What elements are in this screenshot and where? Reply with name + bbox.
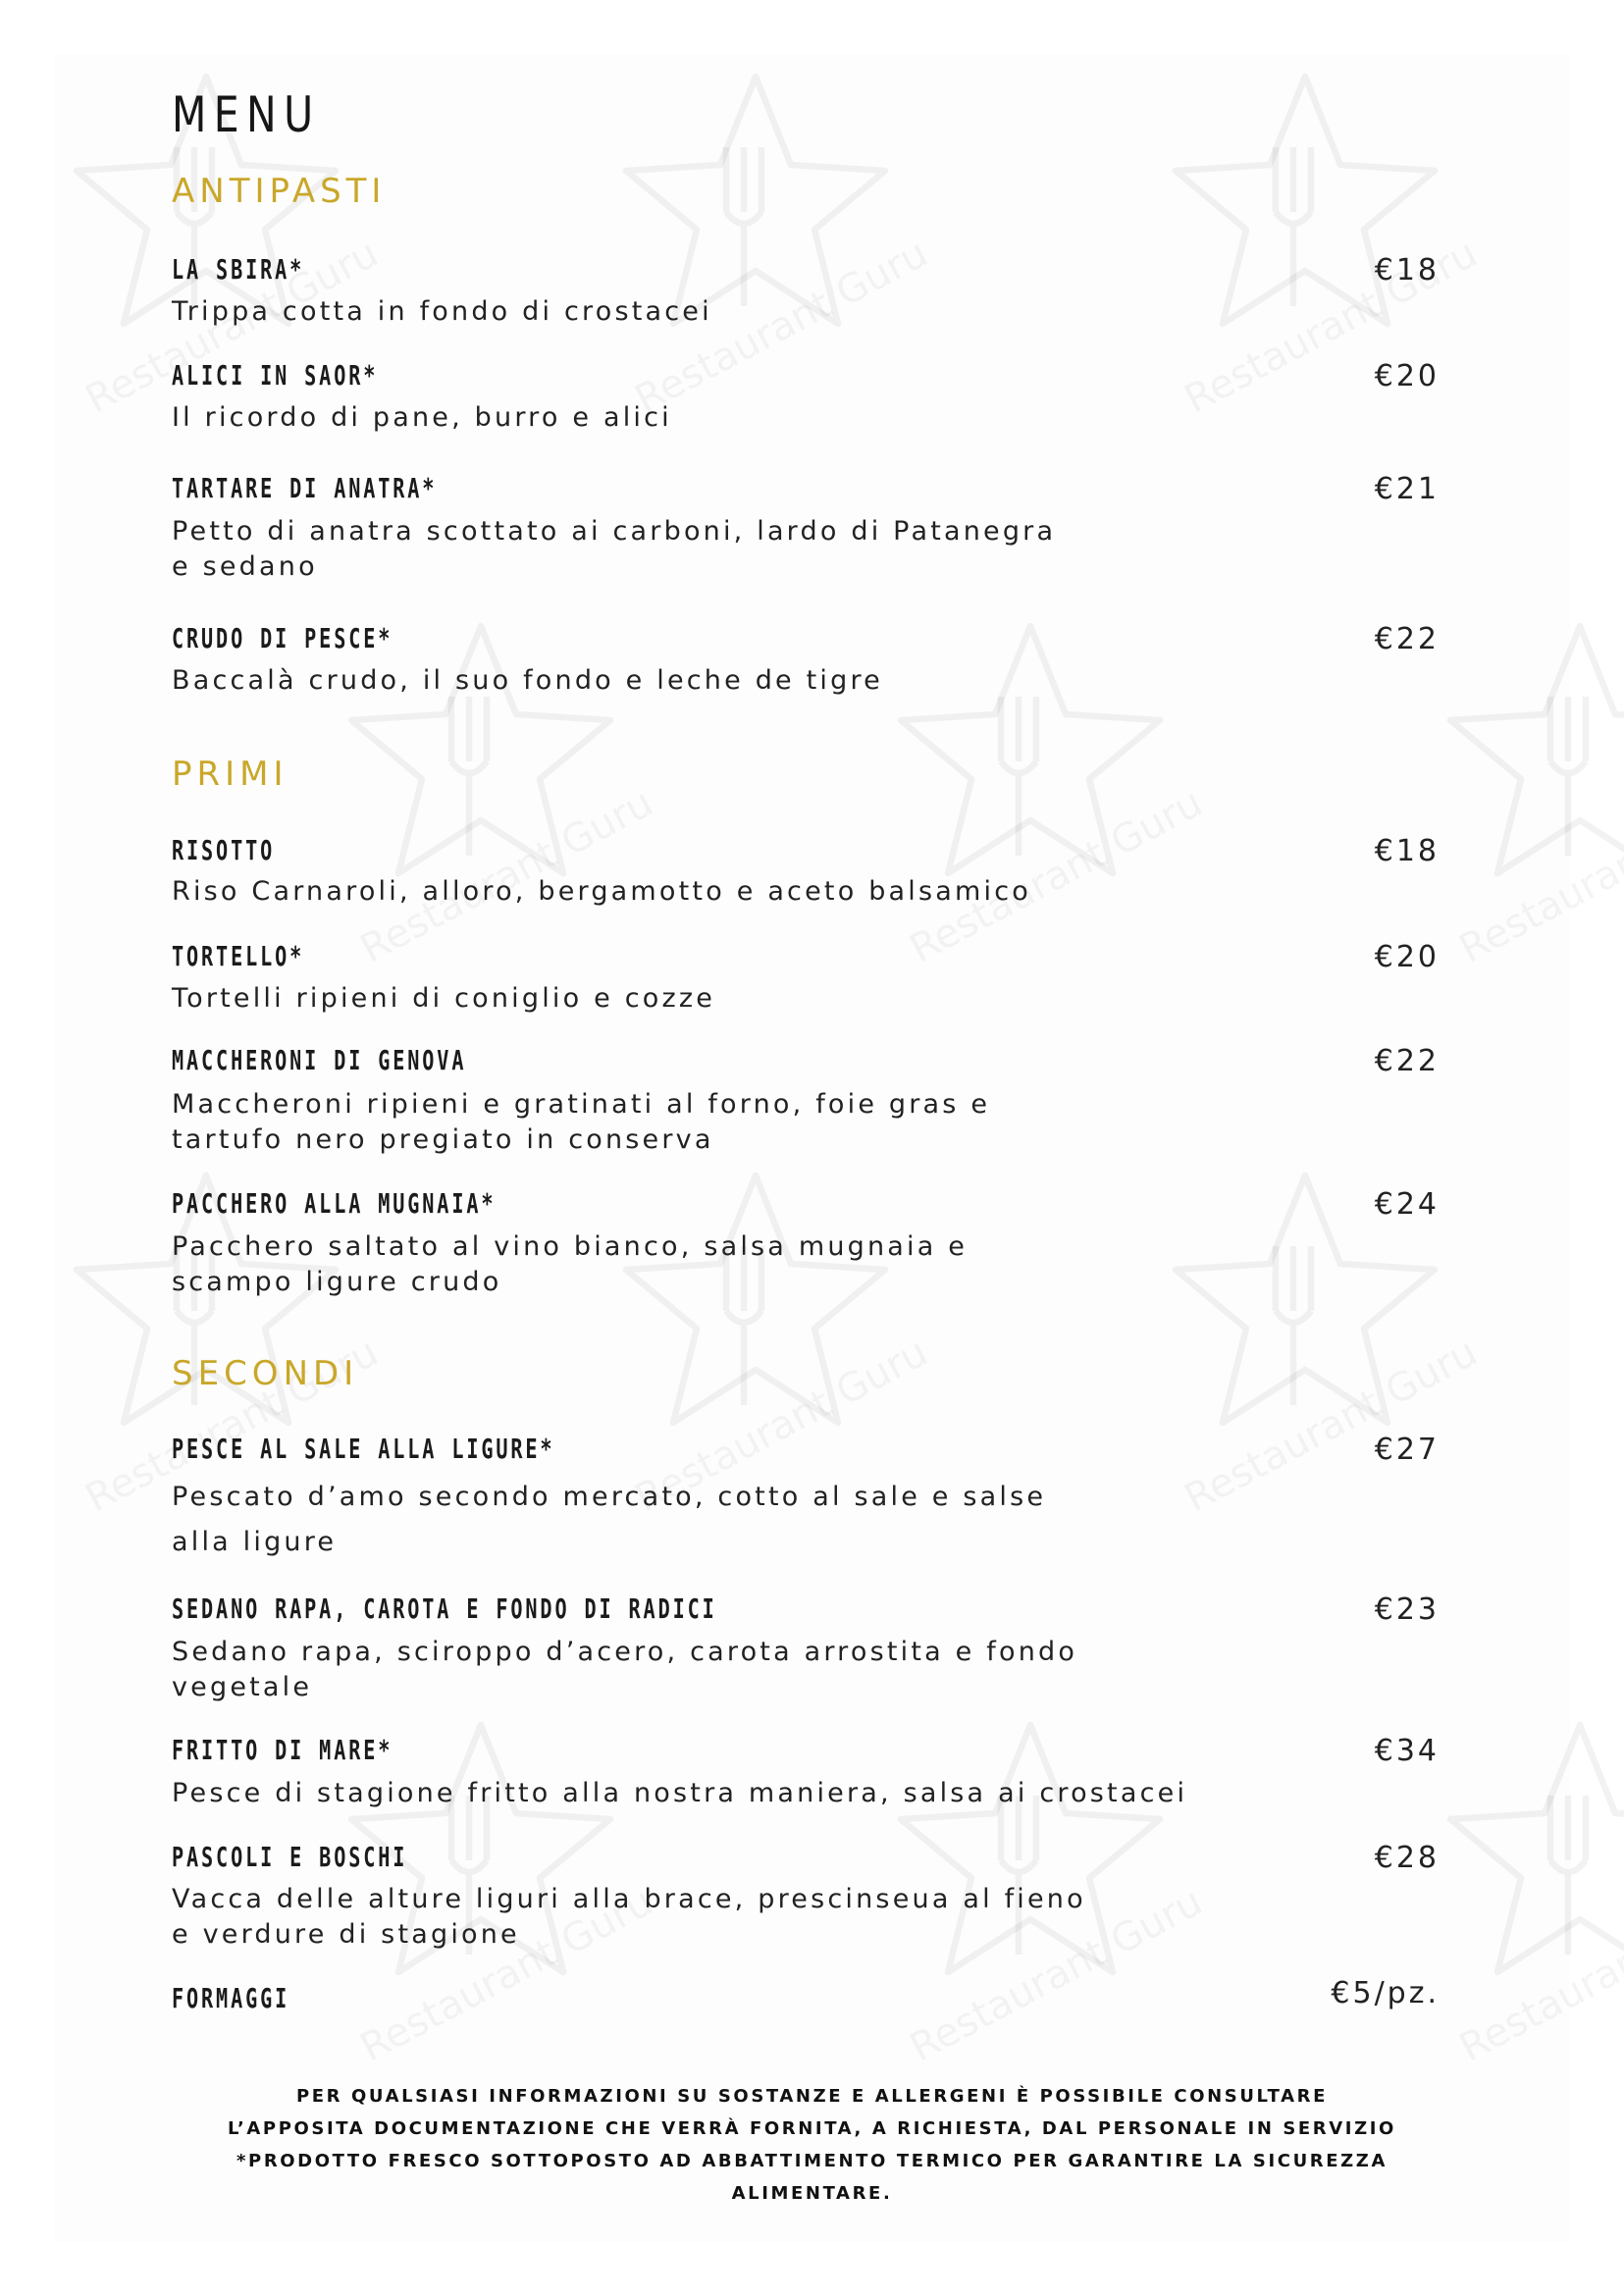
item-name: PESCE AL SALE ALLA LIGURE* [172, 1433, 555, 1465]
menu-title: MENU [172, 86, 321, 143]
item-price: €21 [1374, 472, 1440, 506]
item-name: ALICI IN SAOR* [172, 359, 379, 391]
item-name: CRUDO DI PESCE* [172, 622, 393, 654]
item-name: TARTARE DI ANATRA* [172, 472, 438, 504]
section-title-primi: PRIMI [172, 755, 288, 794]
allergen-notice-line: *PRODOTTO FRESCO SOTTOPOSTO AD ABBATTIMENTO TERMICO PER GARANTIRE LA SICUREZZA [236, 2151, 1388, 2171]
item-price: €5/pz. [1331, 1976, 1440, 2010]
section-title-secondi: SECONDI [172, 1354, 359, 1393]
allergen-notice [137, 2080, 1487, 2210]
item-price: €28 [1374, 1841, 1440, 1875]
item-name: PASCOLI E BOSCHI [172, 1841, 408, 1873]
allergen-notice-line: ALIMENTARE. [731, 2183, 893, 2204]
item-price: €18 [1374, 834, 1440, 868]
item-description: Vacca delle alture liguri alla brace, prescinseua al fieno e verdure di stagione [172, 1884, 1086, 1950]
allergen-notice-line: PER QUALSIASI INFORMAZIONI SU SOSTANZE E ALLERGENI È POSSIBILE CONSULTARE [295, 2086, 1329, 2107]
item-description: Maccheroni ripieni e gratinati al forno, foie gras e tartufo nero pregiato in conserva [172, 1089, 991, 1155]
item-price: €34 [1374, 1734, 1440, 1768]
item-price: €27 [1374, 1433, 1440, 1467]
item-description: Tortelli ripieni di coniglio e cozze [172, 983, 716, 1014]
item-name: FORMAGGI [172, 1982, 290, 2014]
item-price: €18 [1374, 253, 1440, 287]
item-description: Il ricordo di pane, burro e alici [172, 402, 672, 433]
item-price: €23 [1374, 1592, 1440, 1627]
item-description: Baccalà crudo, il suo fondo e leche de tigre [172, 665, 883, 696]
item-description: Pescato d’amo secondo mercato, cotto al sale e salse alla ligure [172, 1482, 1047, 1557]
item-description: Trippa cotta in fondo di crostacei [172, 296, 712, 327]
item-price: €22 [1374, 1044, 1440, 1078]
allergen-notice-line: L’APPOSITA DOCUMENTAZIONE CHE VERRÀ FORNITA, A RICHIESTA, DAL PERSONALE IN SERVIZIO [228, 2118, 1396, 2139]
item-description: Riso Carnaroli, alloro, bergamotto e aceto balsamico [172, 876, 1031, 907]
item-name: LA SBIRA* [172, 253, 305, 286]
item-name: FRITTO DI MARE* [172, 1734, 393, 1766]
item-name: TORTELLO* [172, 940, 305, 972]
item-price: €20 [1374, 940, 1440, 974]
item-price: €24 [1374, 1187, 1440, 1222]
item-description: Pesce di stagione fritto alla nostra maniera, salsa ai crostacei [172, 1778, 1188, 1808]
item-price: €22 [1374, 622, 1440, 656]
item-name: SEDANO RAPA, CAROTA E FONDO DI RADICI [172, 1592, 717, 1625]
item-description: Pacchero saltato al vino bianco, salsa mugnaia e scampo ligure crudo [172, 1231, 969, 1297]
item-description: Sedano rapa, sciroppo d’acero, carota arrostita e fondo vegetale [172, 1637, 1078, 1702]
section-title-antipasti: ANTIPASTI [172, 172, 387, 211]
item-name: RISOTTO [172, 834, 276, 866]
item-name: MACCHERONI DI GENOVA [172, 1044, 467, 1076]
item-description: Petto di anatra scottato ai carboni, lardo di Patanegra e sedano [172, 516, 1057, 582]
item-price: €20 [1374, 359, 1440, 393]
item-name: PACCHERO ALLA MUGNAIA* [172, 1187, 497, 1220]
